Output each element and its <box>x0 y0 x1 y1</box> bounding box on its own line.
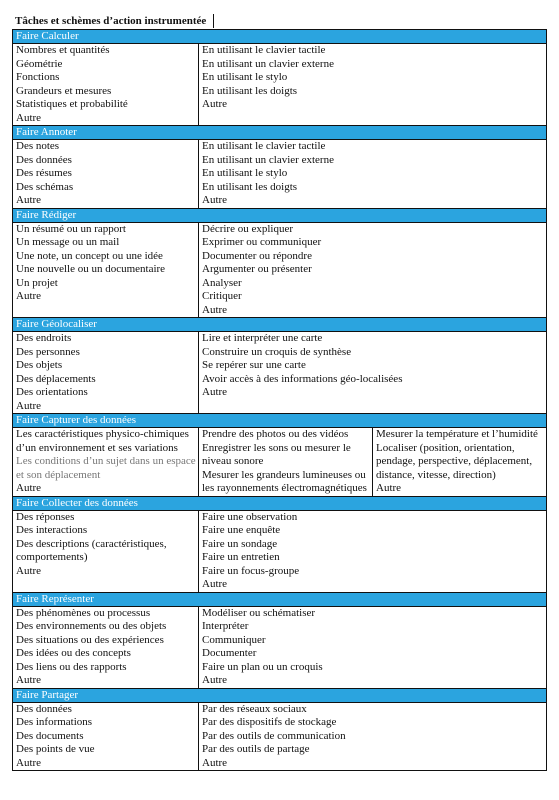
list-item: Des orientations <box>16 386 88 398</box>
table-title: Tâches et schèmes d’action instrumentée <box>12 14 214 28</box>
list-item: Mesurer la température et l’humidité <box>376 428 538 440</box>
list-item: Faire un plan ou un croquis <box>202 660 323 673</box>
list-item: Des réponses <box>16 510 75 523</box>
list-item: Argumenter ou présenter <box>202 263 312 275</box>
list-item: Autre <box>16 756 42 769</box>
section-annoter-col2 <box>199 140 547 209</box>
list-item: Interpréter <box>202 620 249 632</box>
list-item: Des documents <box>16 729 84 742</box>
list-item: Des phénomènes ou processus <box>16 606 151 619</box>
list-item: Un message ou un mail <box>16 236 120 248</box>
list-item: Un résumé ou un rapport <box>16 222 126 235</box>
list-item: Autre <box>16 482 42 494</box>
list-item: Prendre des photos ou des vidéos <box>202 428 349 440</box>
list-item: Documenter ou répondre <box>202 249 312 262</box>
list-item: Décrire ou expliquer <box>202 222 294 235</box>
list-item: Un projet <box>16 276 58 289</box>
list-item: Exprimer ou communiquer <box>202 236 322 248</box>
list-item: Autre <box>202 578 228 590</box>
list-item: Des interactions <box>16 524 88 536</box>
section-capturer-col1 <box>13 428 199 497</box>
list-item: Autre <box>16 290 42 302</box>
list-item: Faire un entretien <box>202 551 280 563</box>
list-item: Des situations ou des expériences <box>16 633 164 646</box>
list-item: Enregistrer les sons ou mesurer le niveau sonore <box>202 441 351 467</box>
list-item: Autre <box>16 674 42 686</box>
list-item: Géométrie <box>16 57 63 70</box>
list-item: Les conditions d’un sujet dans un espace et son déplacement <box>16 455 196 481</box>
list-item: Des informations <box>16 716 93 728</box>
list-item: Des idées ou des concepts <box>16 647 131 659</box>
list-item: Des déplacements <box>16 372 96 385</box>
list-item: Localiser (position, orientation, pendage, perspective, déplacement, distance, vitesse, direction) <box>376 441 533 481</box>
list-item: Des personnes <box>16 345 80 358</box>
section-geolocaliser-col1 <box>13 332 199 414</box>
list-item: Autre <box>202 98 228 110</box>
list-item: Nombres et quantités <box>16 44 110 56</box>
list-item: Des objets <box>16 359 63 371</box>
list-item: Autre <box>202 303 228 316</box>
list-item: Autre <box>16 194 42 206</box>
list-item: Des résumes <box>16 167 72 179</box>
list-item: Une note, un concept ou une idée <box>16 249 163 262</box>
list-item: Des descriptions (caractéristiques, comportements) <box>16 537 167 563</box>
section-capturer-col2 <box>199 428 373 497</box>
list-item: Avoir accès à des informations géo-localisées <box>202 372 403 385</box>
list-item: Autre <box>202 756 228 769</box>
section-header-geolocaliser: Faire Géolocaliser <box>13 318 547 332</box>
list-item: Grandeurs et mesures <box>16 84 112 97</box>
list-item: Autre <box>16 111 42 124</box>
section-header-partager: Faire Partager <box>13 688 547 702</box>
list-item: En utilisant un clavier externe <box>202 57 334 70</box>
list-item: Autre <box>202 386 228 398</box>
list-item: Par des outils de communication <box>202 729 346 742</box>
list-item: Fonctions <box>16 71 60 83</box>
section-calculer-col1 <box>13 44 199 126</box>
list-item: Statistiques et probabilité <box>16 98 128 110</box>
task-table <box>12 29 547 771</box>
list-item: En utilisant un clavier externe <box>202 153 334 166</box>
list-item: Des notes <box>16 140 60 152</box>
section-header-rediger: Faire Rédiger <box>13 208 547 222</box>
section-annoter-col1 <box>13 140 199 209</box>
list-item: Modéliser ou schématiser <box>202 606 316 619</box>
list-item: Par des réseaux sociaux <box>202 702 307 715</box>
section-partager-col1 <box>13 702 199 771</box>
list-item: Des environnements ou des objets <box>16 620 167 632</box>
list-item: Les caractéristiques physico-chimiques d’un environnement et ses variations <box>16 428 189 454</box>
list-item: Par des outils de partage <box>202 743 310 755</box>
section-header-calculer: Faire Calculer <box>13 30 547 44</box>
section-partager-col2 <box>199 702 547 771</box>
list-item: Documenter <box>202 647 257 659</box>
document-page <box>12 11 547 771</box>
list-item: Faire une observation <box>202 510 298 523</box>
list-item: Critiquer <box>202 290 242 302</box>
list-item: Faire un sondage <box>202 537 278 550</box>
list-item: Des données <box>16 702 72 715</box>
list-item: Des données <box>16 153 72 166</box>
list-item: En utilisant le stylo <box>202 167 288 179</box>
list-item: Faire une enquête <box>202 524 281 536</box>
list-item: Des points de vue <box>16 743 95 755</box>
section-rediger-col2 <box>199 222 547 318</box>
list-item: En utilisant les doigts <box>202 180 298 193</box>
list-item: En utilisant le clavier tactile <box>202 44 326 56</box>
section-collecter-col1 <box>13 510 199 592</box>
section-capturer-col3 <box>373 428 547 497</box>
list-item: Lire et interpréter une carte <box>202 332 323 344</box>
list-item: Une nouvelle ou un documentaire <box>16 263 166 275</box>
section-representer-col2 <box>199 606 547 688</box>
list-item: Faire un focus-groupe <box>202 564 300 577</box>
section-rediger-col1 <box>13 222 199 318</box>
list-item: Des endroits <box>16 332 72 344</box>
list-item: Autre <box>202 674 228 686</box>
list-item: Se repérer sur une carte <box>202 359 306 371</box>
list-item: En utilisant le clavier tactile <box>202 140 326 152</box>
list-item: Par des dispositifs de stockage <box>202 716 337 728</box>
list-item: Communiquer <box>202 633 266 646</box>
list-item: Autre <box>376 482 402 494</box>
list-item: Construire un croquis de synthèse <box>202 345 352 358</box>
list-item: En utilisant le stylo <box>202 71 288 83</box>
section-header-capturer: Faire Capturer des données <box>13 414 547 428</box>
list-item: Des schémas <box>16 180 74 193</box>
section-calculer-col2 <box>199 44 547 126</box>
list-item: En utilisant les doigts <box>202 84 298 97</box>
section-representer-col1 <box>13 606 199 688</box>
section-header-collecter: Faire Collecter des données <box>13 496 547 510</box>
section-header-representer: Faire Représenter <box>13 592 547 606</box>
list-item: Autre <box>202 194 228 206</box>
section-header-annoter: Faire Annoter <box>13 126 547 140</box>
section-geolocaliser-col2 <box>199 332 547 414</box>
section-collecter-col2 <box>199 510 547 592</box>
list-item: Autre <box>16 399 42 412</box>
list-item: Autre <box>16 564 42 577</box>
list-item: Analyser <box>202 276 242 289</box>
list-item: Mesurer les grandeurs lumineuses ou les rayonnements électromagnétiques <box>202 468 367 494</box>
list-item: Des liens ou des rapports <box>16 660 127 673</box>
